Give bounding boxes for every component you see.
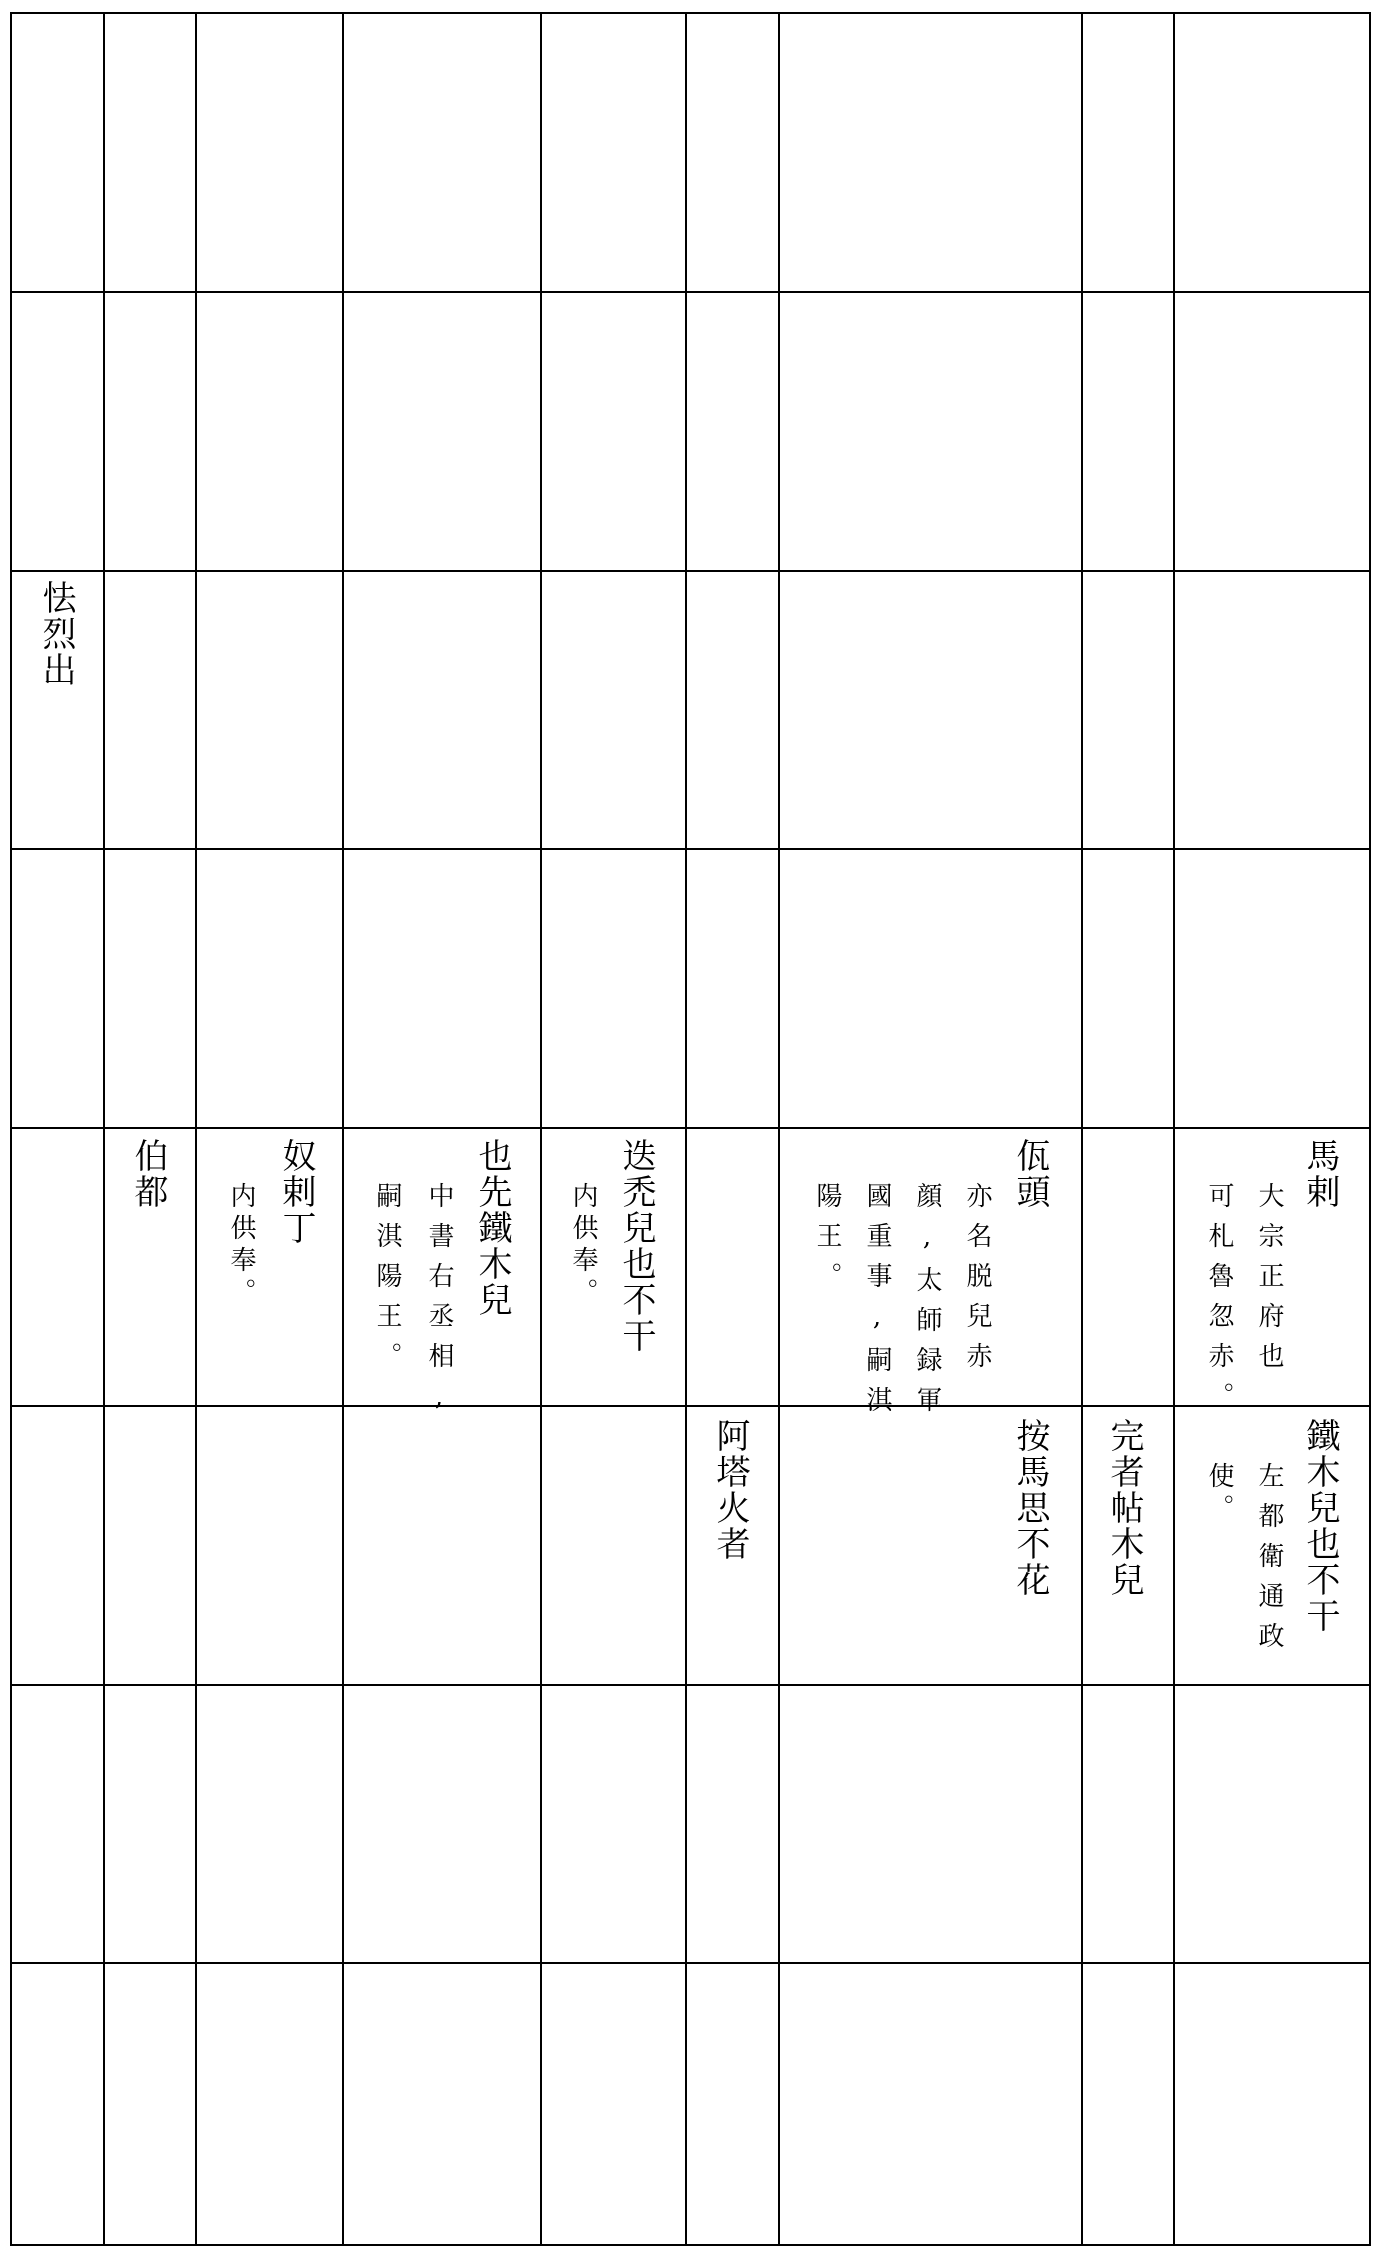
column-divider bbox=[685, 12, 687, 2246]
entry-wanzhe: 完者帖木兒 bbox=[1104, 1418, 1144, 1598]
column-divider bbox=[1173, 12, 1175, 2246]
entry-yexian-note-1: 中書右丞相, bbox=[424, 1182, 454, 1426]
entry-guatou-note-4: 陽王。 bbox=[812, 1182, 842, 1302]
column-divider bbox=[1081, 12, 1083, 2246]
entry-tiemuer-note-1: 左都衛通政 bbox=[1254, 1462, 1284, 1662]
entry-guatou-note-2: 顔,太師録軍 bbox=[912, 1182, 942, 1426]
entry-mala-note-2: 可札魯忽赤。 bbox=[1204, 1182, 1234, 1422]
entry-tiemuer-note-2: 使。 bbox=[1204, 1462, 1234, 1526]
row-divider bbox=[10, 1405, 1371, 1407]
row-divider bbox=[10, 291, 1371, 293]
column-divider bbox=[342, 12, 344, 2246]
entry-yexian-name: 也先鐵木兒 bbox=[472, 1138, 512, 1318]
border-left bbox=[10, 12, 12, 2246]
row-divider bbox=[10, 1962, 1371, 1964]
row-divider bbox=[10, 1684, 1371, 1686]
entry-diexiu-note: 内供奉。 bbox=[568, 1182, 598, 1310]
entry-qieliechu: 怯烈出 bbox=[36, 580, 76, 688]
entry-guatou-name: 佤頭 bbox=[1010, 1138, 1050, 1210]
entry-diexiu-name: 迭禿兒也不干 bbox=[616, 1138, 656, 1354]
row-divider bbox=[10, 848, 1371, 850]
entry-nuciding-name: 奴剌丁 bbox=[276, 1138, 316, 1246]
column-divider bbox=[195, 12, 197, 2246]
entry-mala-note-1: 大宗正府也 bbox=[1254, 1182, 1284, 1382]
entry-mala-name: 馬剌 bbox=[1300, 1138, 1340, 1210]
entry-yexian-note-2: 嗣淇陽王。 bbox=[372, 1182, 402, 1382]
row-divider bbox=[10, 570, 1371, 572]
entry-bodu: 伯都 bbox=[128, 1138, 168, 1210]
entry-nuciding-note: 内供奉。 bbox=[226, 1182, 256, 1310]
border-bottom bbox=[10, 2244, 1371, 2246]
entry-atahuozhe: 阿塔火者 bbox=[710, 1418, 750, 1562]
entry-tiemuer-name: 鐵木兒也不干 bbox=[1300, 1418, 1340, 1634]
column-divider bbox=[540, 12, 542, 2246]
entry-guatou-note-1: 亦名脱兒赤 bbox=[962, 1182, 992, 1382]
border-top bbox=[10, 12, 1371, 14]
entry-anmasi: 按馬思不花 bbox=[1010, 1418, 1050, 1598]
column-divider bbox=[778, 12, 780, 2246]
entry-guatou-note-3: 國重事,嗣淇 bbox=[862, 1182, 892, 1426]
column-divider bbox=[103, 12, 105, 2246]
row-divider bbox=[10, 1127, 1371, 1129]
border-right bbox=[1369, 12, 1371, 2246]
